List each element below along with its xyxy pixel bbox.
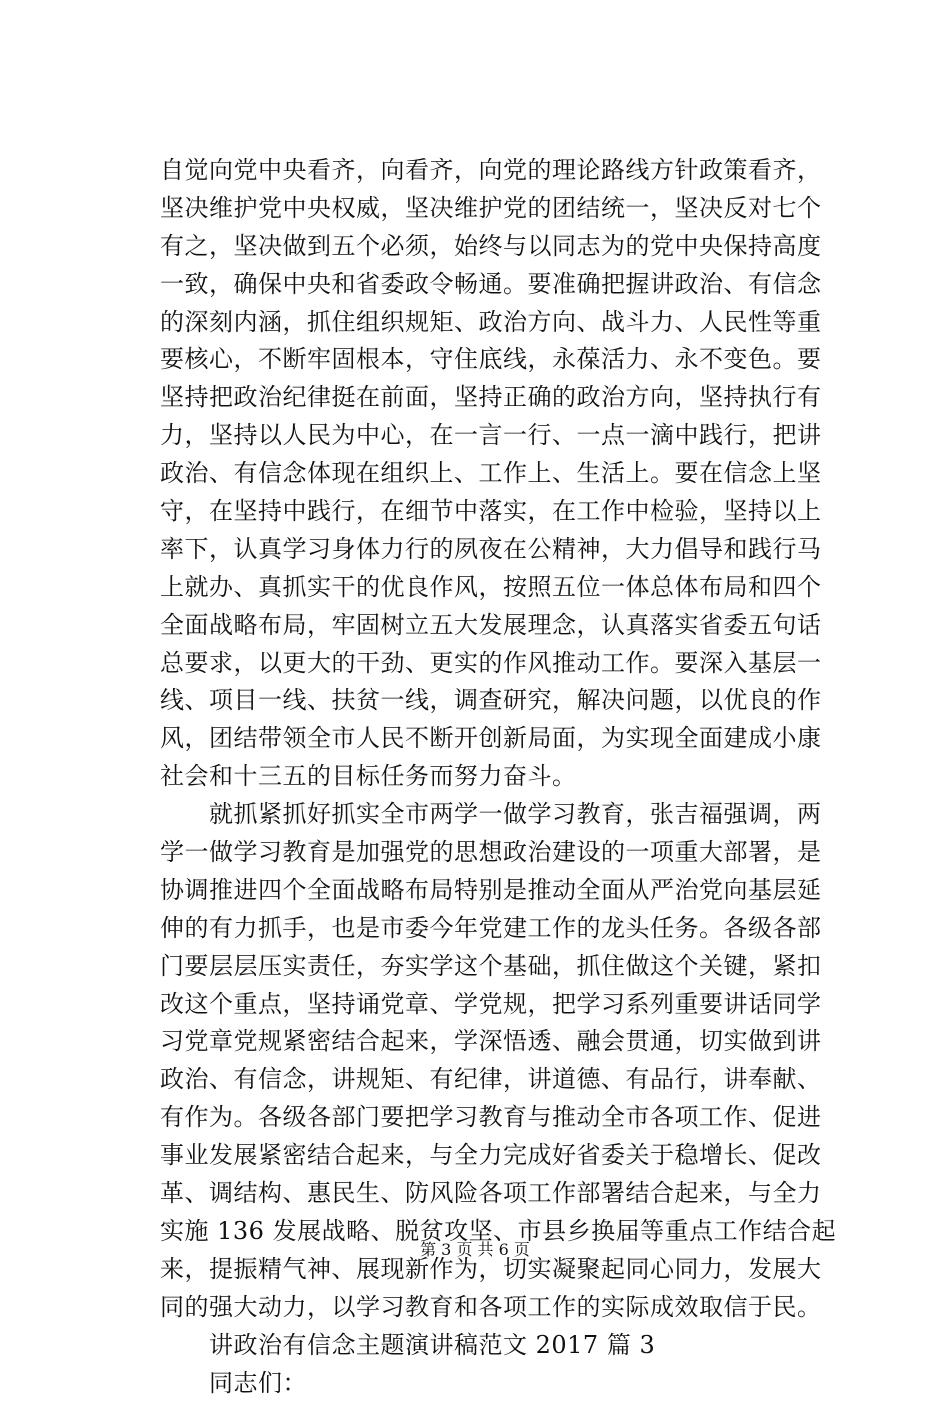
text-line: 一致，确保中央和省委政令畅通。要准确把握讲政治、有信念 [160, 266, 810, 304]
text-line: 坚决维护党中央权威，坚决维护党的团结统一，坚决反对七个 [160, 190, 810, 228]
text-line: 的深刻内涵，抓住组织规矩、政治方向、战斗力、人民性等重 [160, 304, 810, 342]
text-line: 线、项目一线、扶贫一线，调查研究，解决问题，以优良的作 [160, 682, 810, 720]
text-line: 有作为。各级各部门要把学习教育与推动全市各项工作、促进 [160, 1099, 810, 1137]
text-line: 总要求，以更大的干劲、更实的作风推动工作。要深入基层一 [160, 645, 810, 683]
document-body [160, 152, 810, 1402]
text-line: 要核心，不断牢固根本，守住底线，永葆活力、永不变色。要 [160, 341, 810, 379]
text-line: 协调推进四个全面战略布局特别是推动全面从严治党向基层延 [160, 872, 810, 910]
text-line: 事业发展紧密结合起来，与全力完成好省委关于稳增长、促改 [160, 1137, 810, 1175]
text-line: 门要层层压实责任，夯实学这个基础，抓住做这个关键，紧扣 [160, 948, 810, 986]
text-line: 守，在坚持中践行，在细节中落实，在工作中检验，坚持以上 [160, 493, 810, 531]
text-line: 学一做学习教育是加强党的思想政治建设的一项重大部署，是 [160, 834, 810, 872]
text-line: 风，团结带领全市人民不断开创新局面，为实现全面建成小康 [160, 720, 810, 758]
text-line: 革、调结构、惠民生、防风险各项工作部署结合起来，与全力 [160, 1175, 810, 1213]
text-line: 社会和十三五的目标任务而努力奋斗。 [160, 758, 810, 796]
text-line: 实施 136 发展战略、脱贫攻坚、市县乡换届等重点工作结合起 [160, 1213, 810, 1251]
text-line: 力，坚持以人民为中心，在一言一行、一点一滴中践行，把讲 [160, 417, 810, 455]
text-line: 就抓紧抓好抓实全市两学一做学习教育，张吉福强调，两 [160, 796, 810, 834]
section-heading: 讲政治有信念主题演讲稿范文 2017 篇 3 [160, 1327, 810, 1365]
text-line: 全面战略布局，牢固树立五大发展理念，认真落实省委五句话 [160, 607, 810, 645]
text-line: 改这个重点，坚持诵党章、学党规，把学习系列重要讲话同学 [160, 986, 810, 1024]
text-line: 上就办、真抓实干的优良作风，按照五位一体总体布局和四个 [160, 569, 810, 607]
text-line: 伸的有力抓手，也是市委今年党建工作的龙头任务。各级各部 [160, 910, 810, 948]
page-footer: 第 3 页 共 6 页 [0, 1237, 950, 1260]
salutation: 同志们： [160, 1365, 810, 1402]
text-line: 自觉向党中央看齐，向看齐，向党的理论路线方针政策看齐， [160, 152, 810, 190]
text-line: 来，提振精气神、展现新作为，切实凝聚起同心同力，发展大 [160, 1251, 810, 1289]
text-line: 政治、有信念体现在组织上、工作上、生活上。要在信念上坚 [160, 455, 810, 493]
text-line: 习党章党规紧密结合起来，学深悟透、融会贯通，切实做到讲 [160, 1023, 810, 1061]
text-line: 同的强大动力，以学习教育和各项工作的实际成效取信于民。 [160, 1289, 810, 1327]
text-line: 坚持把政治纪律挺在前面，坚持正确的政治方向，坚持执行有 [160, 379, 810, 417]
text-line: 政治、有信念，讲规矩、有纪律，讲道德、有品行，讲奉献、 [160, 1061, 810, 1099]
text-line: 率下，认真学习身体力行的夙夜在公精神，大力倡导和践行马 [160, 531, 810, 569]
text-line: 有之，坚决做到五个必须，始终与以同志为的党中央保持高度 [160, 228, 810, 266]
